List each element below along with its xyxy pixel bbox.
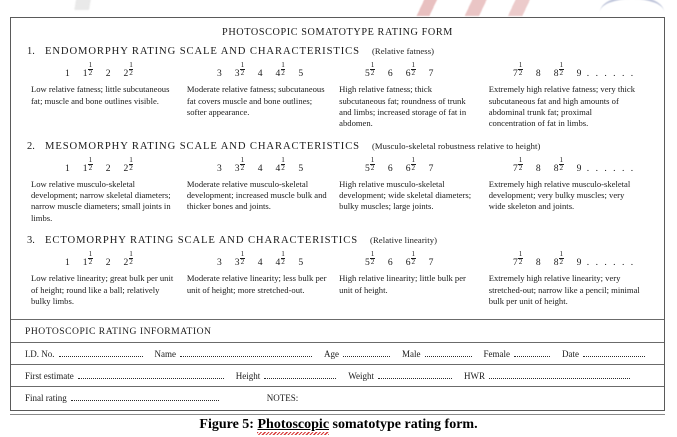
caption-suffix: somatotype rating form. bbox=[329, 417, 478, 432]
caption-divider bbox=[10, 414, 665, 415]
male-field[interactable] bbox=[402, 349, 484, 359]
scale-value: 8 $\frac{1}{2}$ bbox=[553, 61, 564, 80]
fraction-half: $\frac{1}{2}$ bbox=[370, 155, 375, 172]
description-column: High relative musculo-skeletal development; wide skeletal diameters; bulky muscles; large joints. bbox=[339, 178, 472, 212]
scale-group-3 bbox=[365, 252, 513, 268]
section-number: 2. bbox=[27, 140, 35, 152]
hwr-field[interactable] bbox=[464, 371, 630, 381]
scale-value: 1 bbox=[65, 68, 70, 80]
fraction-half: $\frac{1}{2}$ bbox=[129, 250, 133, 267]
scale-group-2 bbox=[217, 252, 365, 268]
fraction-half: $\frac{1}{2}$ bbox=[559, 250, 564, 267]
scale-value: 1 $\frac{1}{2}$ bbox=[82, 155, 93, 174]
height-field[interactable] bbox=[236, 371, 349, 381]
weight-field[interactable] bbox=[348, 371, 464, 381]
description-column: Low relative fatness; little subcutaneous fat; muscle and bone outlines visible. bbox=[31, 84, 170, 106]
section-title: ENDOMORPHY RATING SCALE AND CHARACTERISTICS bbox=[45, 46, 360, 57]
male-input[interactable] bbox=[425, 349, 472, 357]
rating-form-box bbox=[10, 17, 665, 411]
notes-label: NOTES: bbox=[266, 393, 299, 404]
scale-value: 1 $\frac{1}{2}$ bbox=[82, 61, 93, 80]
scale-value: 8 bbox=[535, 68, 541, 80]
rating-info-row-1 bbox=[11, 343, 664, 365]
scale-value: 4 $\frac{1}{2}$ bbox=[275, 61, 285, 80]
date-label: Date bbox=[562, 349, 579, 360]
scale-value: 3 $\frac{1}{2}$ bbox=[234, 61, 245, 80]
height-input[interactable] bbox=[264, 371, 336, 379]
scale-value: 2 bbox=[105, 257, 111, 269]
age-field[interactable] bbox=[324, 349, 402, 359]
scale-value: 7 $\frac{1}{2}$ bbox=[513, 155, 523, 174]
fraction-half: $\frac{1}{2}$ bbox=[411, 155, 416, 172]
section-mesomorphy bbox=[11, 141, 664, 225]
description-row bbox=[27, 179, 650, 224]
fraction-half: $\frac{1}{2}$ bbox=[281, 250, 285, 267]
scale-value: 5 bbox=[298, 68, 304, 80]
description-column: Low relative musculo-skeletal development; narrow skeletal diameters; narrow muscle diameters; small joints in limbs. bbox=[31, 178, 171, 223]
scale-row bbox=[27, 252, 650, 268]
scan-watermark bbox=[0, 0, 677, 18]
height-label: Height bbox=[235, 371, 261, 382]
description-column: Extremely high relative musculo-skeletal development; very bulky muscles; very wide skeleton and joints. bbox=[488, 178, 631, 212]
scale-value: 7 $\frac{1}{2}$ bbox=[513, 250, 523, 269]
fraction-half: $\frac{1}{2}$ bbox=[88, 61, 93, 78]
scale-value: 3 bbox=[217, 162, 222, 174]
scale-group-1 bbox=[65, 155, 217, 174]
scale-value: 6 bbox=[387, 68, 393, 80]
age-input[interactable] bbox=[343, 349, 390, 357]
fraction-half: $\frac{1}{2}$ bbox=[281, 61, 285, 78]
scale-group-1 bbox=[65, 252, 217, 268]
scale-value: 3 $\frac{1}{2}$ bbox=[234, 155, 245, 174]
first-estimate-label: First estimate bbox=[25, 371, 74, 382]
description-column: Extremely high relative fatness; very thick subcutaneous fat and high amounts of abdominal trunk fat; proximal concentration of fat in limbs. bbox=[488, 84, 636, 129]
scale-value: 5 $\frac{1}{2}$ bbox=[365, 61, 375, 80]
fraction-half: $\frac{1}{2}$ bbox=[129, 155, 133, 172]
name-field[interactable] bbox=[155, 349, 325, 359]
fraction-half: $\frac{1}{2}$ bbox=[240, 250, 245, 267]
hwr-label: HWR bbox=[464, 371, 486, 382]
scale-value: 7 $\frac{1}{2}$ bbox=[513, 61, 523, 80]
scale-value: 6 $\frac{1}{2}$ bbox=[405, 250, 416, 269]
first-estimate-input[interactable] bbox=[78, 371, 224, 379]
scale-group-3 bbox=[365, 155, 513, 174]
fraction-half: $\frac{1}{2}$ bbox=[240, 155, 245, 172]
scale-value: 8 $\frac{1}{2}$ bbox=[553, 250, 564, 269]
form-title: PHOTOSCOPIC SOMATOTYPE RATING FORM bbox=[222, 27, 453, 38]
scale-value: 3 bbox=[217, 257, 222, 269]
fraction-half: $\frac{1}{2}$ bbox=[559, 155, 564, 172]
section-ectomorphy bbox=[11, 235, 664, 307]
scale-value: 1 bbox=[65, 257, 70, 269]
id-no-label: I.D. No. bbox=[25, 349, 55, 360]
scale-value: 4 $\frac{1}{2}$ bbox=[275, 155, 285, 174]
scale-value: 8 bbox=[535, 257, 541, 269]
final-rating-label: Final rating bbox=[25, 393, 67, 404]
scale-value: 8 $\frac{1}{2}$ bbox=[553, 155, 564, 174]
fraction-half: $\frac{1}{2}$ bbox=[129, 61, 133, 78]
scale-value: 5 $\frac{1}{2}$ bbox=[365, 155, 375, 174]
scale-row bbox=[27, 63, 650, 79]
scale-group-1 bbox=[65, 63, 217, 79]
weight-input[interactable] bbox=[378, 371, 452, 379]
first-estimate-field[interactable] bbox=[25, 371, 236, 381]
scale-value: 7 bbox=[428, 162, 434, 174]
scale-value: 6 $\frac{1}{2}$ bbox=[405, 61, 416, 80]
scale-group-4 bbox=[513, 155, 648, 174]
description-column: Moderate relative fatness; subcutaneous fat covers muscle and bone outlines; softer appearance. bbox=[186, 84, 325, 117]
scale-group-2 bbox=[217, 63, 365, 79]
scale-value: 4 bbox=[257, 162, 263, 174]
fraction-half: $\frac{1}{2}$ bbox=[370, 250, 375, 267]
weight-label: Weight bbox=[348, 371, 375, 382]
description-row bbox=[27, 273, 650, 307]
section-title: MESOMORPHY RATING SCALE AND CHARACTERISTICS bbox=[45, 140, 360, 152]
rating-info-row-2 bbox=[11, 365, 664, 387]
id-no-input[interactable] bbox=[59, 349, 143, 357]
section-parenthetical: (Relative fatness) bbox=[371, 46, 435, 56]
scale-value: 7 bbox=[428, 257, 434, 269]
name-label: Name bbox=[154, 349, 176, 360]
section-number: 3. bbox=[27, 235, 35, 247]
name-input[interactable] bbox=[180, 349, 312, 357]
scale-value: 2 $\frac{1}{2}$ bbox=[123, 250, 133, 269]
section-parenthetical: (Relative linearity) bbox=[370, 235, 438, 246]
age-label: Age bbox=[324, 349, 339, 360]
scale-value: 5 bbox=[298, 257, 304, 269]
scale-value: 6 bbox=[387, 162, 393, 174]
watermark-red-mark bbox=[398, 0, 548, 16]
scale-value: 9 . . . . . . bbox=[576, 68, 636, 80]
figure-caption bbox=[0, 417, 677, 433]
description-column: High relative fatness; thick subcutaneous fat; roundness of trunk and limbs; increased storage of fat in abdomen. bbox=[339, 84, 467, 129]
id-no-field[interactable] bbox=[25, 349, 155, 359]
fraction-half: $\frac{1}{2}$ bbox=[559, 61, 564, 78]
scale-group-4 bbox=[513, 63, 648, 79]
date-input[interactable] bbox=[583, 349, 645, 357]
scale-value: 9 . . . . . . bbox=[576, 257, 636, 269]
description-column: Extremely high relative linearity; very stretched-out; narrow like a pencil; minimal bulk per unit of height. bbox=[488, 273, 640, 307]
scale-continuation-dots: . . . . . . bbox=[582, 68, 636, 80]
scale-value: 6 $\frac{1}{2}$ bbox=[405, 155, 416, 174]
description-column: Low relative linearity; great bulk per unit of height; round like a ball; relatively bulky limbs. bbox=[31, 273, 174, 307]
description-column: High relative linearity; little bulk per unit of height. bbox=[339, 273, 466, 295]
scale-value: 2 $\frac{1}{2}$ bbox=[123, 155, 133, 174]
fraction-half: $\frac{1}{2}$ bbox=[518, 61, 523, 78]
male-label: Male bbox=[402, 349, 421, 360]
scale-value: 4 $\frac{1}{2}$ bbox=[275, 250, 285, 269]
date-field[interactable] bbox=[562, 349, 645, 359]
section-heading bbox=[27, 46, 650, 57]
scale-value: 6 bbox=[387, 257, 393, 269]
scale-value: 7 bbox=[428, 68, 434, 80]
section-number: 1. bbox=[27, 46, 35, 57]
watermark-blue-mark bbox=[600, 0, 664, 15]
scale-value: 3 $\frac{1}{2}$ bbox=[234, 250, 245, 269]
description-row bbox=[27, 84, 650, 129]
scale-row bbox=[27, 155, 650, 174]
notes-field[interactable] bbox=[267, 393, 303, 403]
scale-value: 4 bbox=[257, 68, 263, 80]
scale-value: 1 bbox=[65, 162, 70, 174]
fraction-half: $\frac{1}{2}$ bbox=[281, 155, 285, 172]
scale-value: 9 . . . . . . bbox=[576, 162, 636, 174]
fraction-half: $\frac{1}{2}$ bbox=[518, 250, 523, 267]
fraction-half: $\frac{1}{2}$ bbox=[240, 61, 245, 78]
female-input[interactable] bbox=[514, 349, 550, 357]
scale-value: 2 $\frac{1}{2}$ bbox=[123, 61, 133, 80]
female-label: Female bbox=[483, 349, 510, 360]
fraction-half: $\frac{1}{2}$ bbox=[411, 61, 416, 78]
scale-continuation-dots: . . . . . . bbox=[582, 257, 636, 269]
section-parenthetical: (Musculo-skeletal robustness relative to height) bbox=[371, 140, 541, 151]
caption-spellcheck-word: Photoscopic bbox=[257, 417, 330, 432]
hwr-input[interactable] bbox=[489, 371, 630, 379]
rating-information-section bbox=[11, 319, 664, 408]
scale-group-3 bbox=[365, 63, 513, 79]
rating-info-row-3 bbox=[11, 387, 664, 408]
section-endomorphy bbox=[11, 46, 664, 130]
section-heading bbox=[27, 235, 650, 246]
caption-prefix: Figure 5: bbox=[199, 417, 258, 432]
scale-value: 3 bbox=[217, 68, 222, 80]
fraction-half: $\frac{1}{2}$ bbox=[518, 155, 523, 172]
watermark-gray-mark bbox=[40, 0, 160, 10]
section-heading bbox=[27, 141, 650, 152]
scale-value: 5 $\frac{1}{2}$ bbox=[365, 250, 375, 269]
scale-value: 1 $\frac{1}{2}$ bbox=[82, 250, 93, 269]
scale-continuation-dots: . . . . . . bbox=[582, 162, 636, 174]
female-field[interactable] bbox=[484, 349, 563, 359]
fraction-half: $\frac{1}{2}$ bbox=[88, 155, 93, 172]
scale-value: 4 bbox=[257, 257, 263, 269]
final-rating-field[interactable] bbox=[25, 393, 267, 403]
scale-value: 2 bbox=[105, 162, 111, 174]
section-title: ECTOMORPHY RATING SCALE AND CHARACTERISTICS bbox=[45, 235, 358, 247]
scale-value: 5 bbox=[298, 162, 304, 174]
description-column: Moderate relative musculo-skeletal development; increased muscle bulk and thicker bones and joints. bbox=[186, 178, 327, 212]
scale-value: 8 bbox=[535, 162, 541, 174]
rating-information-title: PHOTOSCOPIC RATING INFORMATION bbox=[11, 320, 664, 343]
scale-group-4 bbox=[513, 252, 648, 268]
scale-value: 2 bbox=[105, 68, 111, 80]
scale-group-2 bbox=[217, 155, 365, 174]
fraction-half: $\frac{1}{2}$ bbox=[370, 61, 375, 78]
fraction-half: $\frac{1}{2}$ bbox=[88, 250, 93, 267]
description-column: Moderate relative linearity; less bulk per unit of height; more stretched-out. bbox=[186, 273, 327, 295]
final-rating-input[interactable] bbox=[71, 393, 219, 401]
fraction-half: $\frac{1}{2}$ bbox=[411, 250, 416, 267]
